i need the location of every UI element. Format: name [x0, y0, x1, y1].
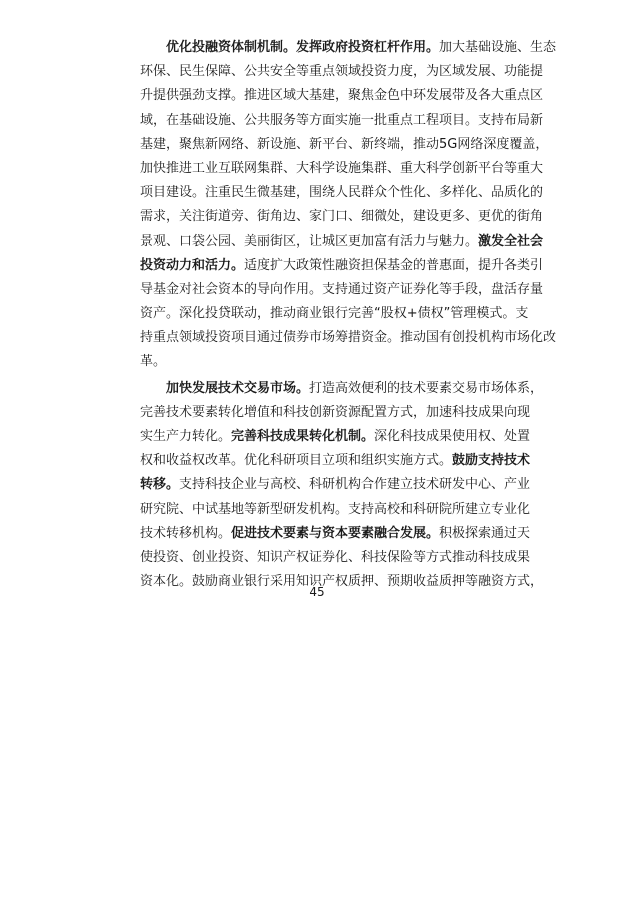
text-run: 完善技术要素转化增值和科技创新资源配置方式，加速科技成果向现	[140, 404, 531, 420]
bold-heading-run: 加快发展技术交易市场。	[166, 380, 310, 396]
text-line	[140, 377, 544, 401]
text-run: 权和收益权改革。优化科研项目立项和组织实施方式。	[140, 453, 453, 469]
text-run: 打造高效便利的技术要素交易市场体系，	[309, 380, 544, 396]
text-run: 基建，聚焦新网络、新设施、新平台、新终端，推动5G网络深度覆盖，	[140, 136, 549, 152]
text-line	[140, 230, 544, 254]
text-run: 资本化。鼓励商业银行采用知识产权质押、预期收益质押等融资方式，	[140, 574, 544, 590]
body-text	[140, 36, 557, 594]
text-line	[140, 425, 531, 449]
text-run: 研究院、中试基地等新型研发机构。支持高校和科研院所建立专业化	[140, 501, 531, 517]
text-run: 域，在基础设施、公共服务等方面实施一批重点工程项目。支持布局新	[140, 112, 544, 128]
text-run: 技术转移机构。	[140, 525, 232, 541]
text-line	[140, 498, 531, 522]
text-run: 升提供强劲支撑。推进区域大基建，聚焦金色中环发展带及各大重点区	[140, 88, 544, 104]
text-run: 持重点领域投资项目通过债券市场筹措资金。推动国有创投机构市场化改	[140, 330, 557, 346]
bold-heading-run: 促进技术要素与资本要素融合发展。	[231, 525, 440, 541]
text-line	[140, 157, 544, 181]
paragraph	[140, 36, 557, 375]
text-run: 景观、口袋公园、美丽街区，让城区更加富有活力与魅力。	[140, 233, 479, 249]
bold-heading-run: 优化投融资体制机制。发挥政府投资杠杆作用。	[166, 40, 440, 55]
text-line	[140, 60, 544, 84]
text-run: 项目建设。注重民生微基建，围绕人民群众个性化、多样化、品质化的	[140, 185, 544, 201]
text-line	[140, 522, 531, 546]
text-line	[140, 133, 549, 157]
text-line	[140, 449, 531, 473]
paragraph	[140, 377, 544, 595]
text-run: 革。	[140, 354, 167, 370]
text-line	[140, 84, 544, 108]
text-run: 资产。深化投贷联动，推动商业银行完善“股权+债权”管理模式。支	[140, 306, 529, 322]
text-run: 使投资、创业投资、知识产权证券化、科技保险等方式推动科技成果	[140, 549, 531, 565]
bold-heading-run: 转移。	[140, 477, 180, 493]
text-run: 需求，关注街道旁、街角边、家门口、细微处，建设更多、更优的街角	[140, 209, 544, 225]
text-line	[140, 326, 557, 350]
text-run: 适度扩大政策性融资担保基金的普惠面，提升各类引	[244, 257, 544, 273]
text-run: 加快推进工业互联网集群、大科学设施集群、重大科学创新平台等重大	[140, 160, 544, 176]
bold-heading-run: 鼓励支持技术	[452, 453, 531, 469]
text-run: 积极探索通过天	[439, 525, 531, 541]
text-line	[140, 109, 544, 133]
bold-heading-run: 投资动力和活力。	[140, 257, 245, 273]
text-line	[140, 401, 531, 425]
page-number: 45	[309, 585, 325, 599]
text-line	[140, 205, 544, 229]
text-run: 支持科技企业与高校、科研机构合作建立技术研发中心、产业	[179, 477, 531, 493]
text-line	[140, 546, 531, 570]
text-run: 环保、民生保障、公共安全等重点领域投资力度，为区域发展、功能提	[140, 64, 544, 80]
text-line	[140, 350, 502, 374]
text-run: 实生产力转化。	[140, 429, 232, 444]
text-run: 深化科技成果使用权、处置	[374, 429, 531, 444]
text-line	[140, 302, 529, 326]
text-line	[140, 473, 531, 497]
text-line	[140, 36, 557, 60]
bold-heading-run: 激发全社会	[478, 233, 544, 249]
text-run: 加大基础设施、生态	[439, 40, 557, 55]
text-line	[140, 254, 544, 278]
text-line	[140, 181, 544, 205]
text-run: 导基金对社会资本的导向作用。支持通过资产证券化等手段，盘活存量	[140, 281, 544, 297]
bold-heading-run: 完善科技成果转化机制。	[231, 429, 375, 444]
text-line	[140, 278, 544, 302]
